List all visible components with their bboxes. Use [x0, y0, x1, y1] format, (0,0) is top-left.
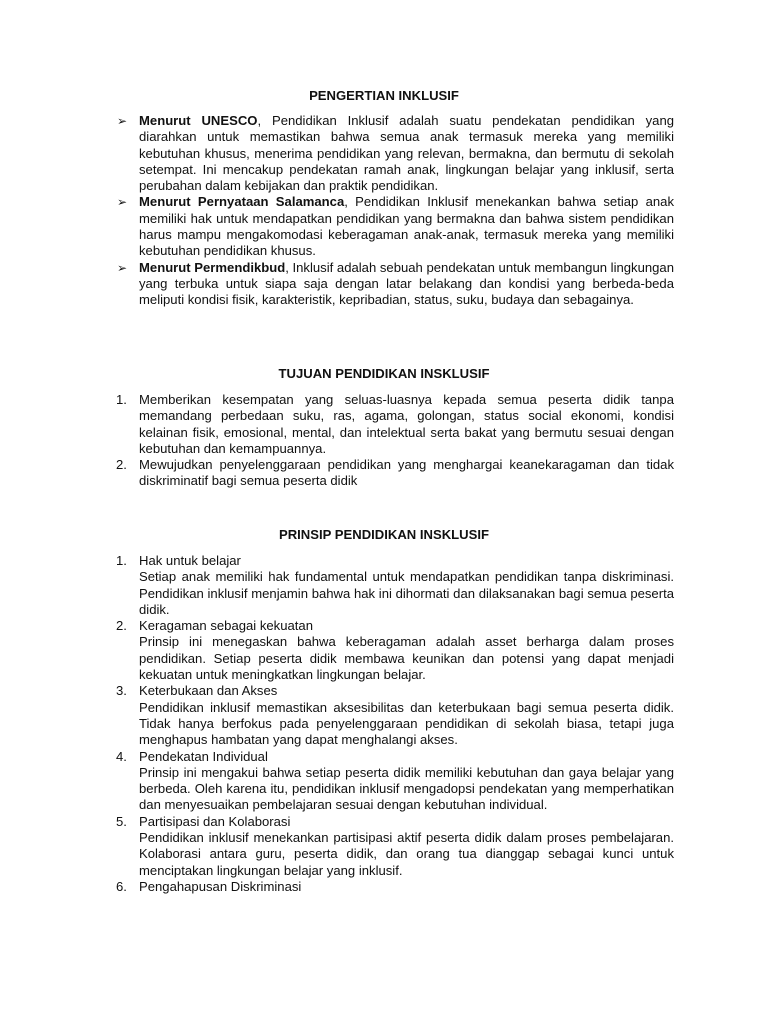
list-item [0, 194, 674, 259]
list-number: 6. [116, 878, 127, 894]
list-item [0, 457, 674, 490]
pengertian-list [0, 113, 768, 309]
list-item [0, 814, 674, 879]
list-item [0, 683, 674, 748]
list-item-text: Mewujudkan penyelenggaraan pendidikan yang menghargai keanekaragaman dan tidak diskriminatif bagi semua peserta didik [139, 457, 674, 489]
principle-title: Pendekatan Individual [139, 748, 268, 764]
principle-description: Setiap anak memiliki hak fundamental untuk mendapatkan pendidikan tanpa diskriminasi. Pendidikan inklusif menjamin bahwa hak ini dihormati dan dilaksanakan bagi semua peserta didik. [139, 569, 674, 617]
list-item [0, 113, 674, 194]
list-item [0, 618, 674, 683]
definition-term: Menurut UNESCO [139, 113, 258, 128]
section-title-pengertian: PENGERTIAN INKLUSIF [309, 88, 459, 103]
list-item [0, 260, 674, 309]
principle-title: Keterbukaan dan Akses [139, 683, 278, 699]
section-title-tujuan: TUJUAN PENDIDIKAN INSKLUSIF [278, 366, 490, 381]
list-item [0, 749, 674, 814]
principle-title: Partisipasi dan Kolaborasi [139, 813, 291, 829]
list-number: 3. [116, 683, 127, 699]
principle-title: Keragaman sebagai kekuatan [139, 618, 313, 634]
prinsip-list [0, 553, 768, 895]
list-number: 2. [116, 618, 127, 634]
arrow-bullet-icon: ➢ [117, 260, 128, 275]
list-number: 1. [116, 553, 127, 568]
list-number: 4. [116, 748, 127, 764]
principle-description: Pendidikan inklusif memastikan aksesibilitas dan keterbukaan bagi semua peserta didik. Tidak hanya berfokus pada penyelenggaraan pendidikan di sekolah biasa, tetapi juga menghapus hambatan yang dapat menghalangi akses. [139, 699, 674, 748]
list-number: 5. [116, 813, 127, 829]
list-item [0, 879, 674, 895]
arrow-bullet-icon: ➢ [117, 114, 128, 128]
section-title-prinsip: PRINSIP PENDIDIKAN INSKLUSIF [278, 527, 489, 542]
principle-title: Hak untuk belajar [139, 553, 241, 568]
arrow-bullet-icon: ➢ [117, 195, 128, 210]
principle-description: Prinsip ini menegaskan bahwa keberagaman adalah asset berharga dalam proses pendidikan. Setiap peserta didik membawa keunikan dan potensi yang dapat menjadi kekuatan untuk meningkatkan lingkungan belajar. [139, 634, 674, 683]
definition-text: , Pendidikan Inklusif menekankan bahwa setiap anak memiliki hak untuk mendapatkan pendidikan yang bermakna dan bahwa sistem pendidikan harus mampu mengakomodasi keberagaman anak-anak, termasuk mereka yang memiliki kebutuhan pendidikan khusus. [139, 194, 675, 259]
definition-text: , Inklusif adalah sebuah pendekatan untuk membangun lingkungan yang terbuka untuk siapa saja dengan latar belakang dan kondisi yang berbeda-beda meliputi kondisi fisik, karakteristik, kepribadian, status, suku, budaya dan sebagainya. [139, 259, 674, 308]
definition-term: Menurut Pernyataan Salamanca [139, 194, 345, 210]
list-item [0, 553, 674, 618]
list-number: 1. [116, 392, 127, 407]
definition-term: Menurut Permendikbud [139, 259, 286, 275]
list-number: 2. [116, 457, 127, 473]
list-item-text: Memberikan kesempatan yang seluas-luasnya kepada semua peserta didik tanpa memandang perbedaan suku, ras, agama, golongan, status social ekonomi, kondisi kelainan fisik, emosional, mental, dan intelektual serta bakat yang bermutu sesuai dengan kebutuhan dan kemampuannya. [139, 392, 674, 456]
principle-description: Prinsip ini mengakui bahwa setiap peserta didik memiliki kebutuhan dan gaya belajar yang berbeda. Oleh karena itu, pendidikan inklusif mengadopsi pendekatan yang memperhatikan dan menyesuaikan pembelajaran sesuai dengan kebutuhan individual. [139, 764, 674, 813]
tujuan-list [0, 392, 768, 490]
definition-text: , Pendidikan Inklusif adalah suatu pendekatan pendidikan yang diarahkan untuk memastikan bahwa semua anak termasuk mereka yang memiliki kebutuhan khusus, menerima pendidikan yang relevan, bermakna, dan bermutu di sekolah setempat. Ini mencakup pendekatan ramah anak, lingkungan belajar yang inklusif, serta perubahan dalam kebijakan dan praktik pendidikan. [139, 113, 675, 194]
principle-description: Pendidikan inklusif menekankan partisipasi aktif peserta didik dalam proses pembelajaran. Kolaborasi antara guru, peserta didik, dan orang tua dianggap sebagai kunci untuk menciptakan lingkungan belajar yang inklusif. [139, 830, 674, 878]
principle-title: Pengahapusan Diskriminasi [139, 878, 302, 894]
list-item [0, 392, 674, 457]
